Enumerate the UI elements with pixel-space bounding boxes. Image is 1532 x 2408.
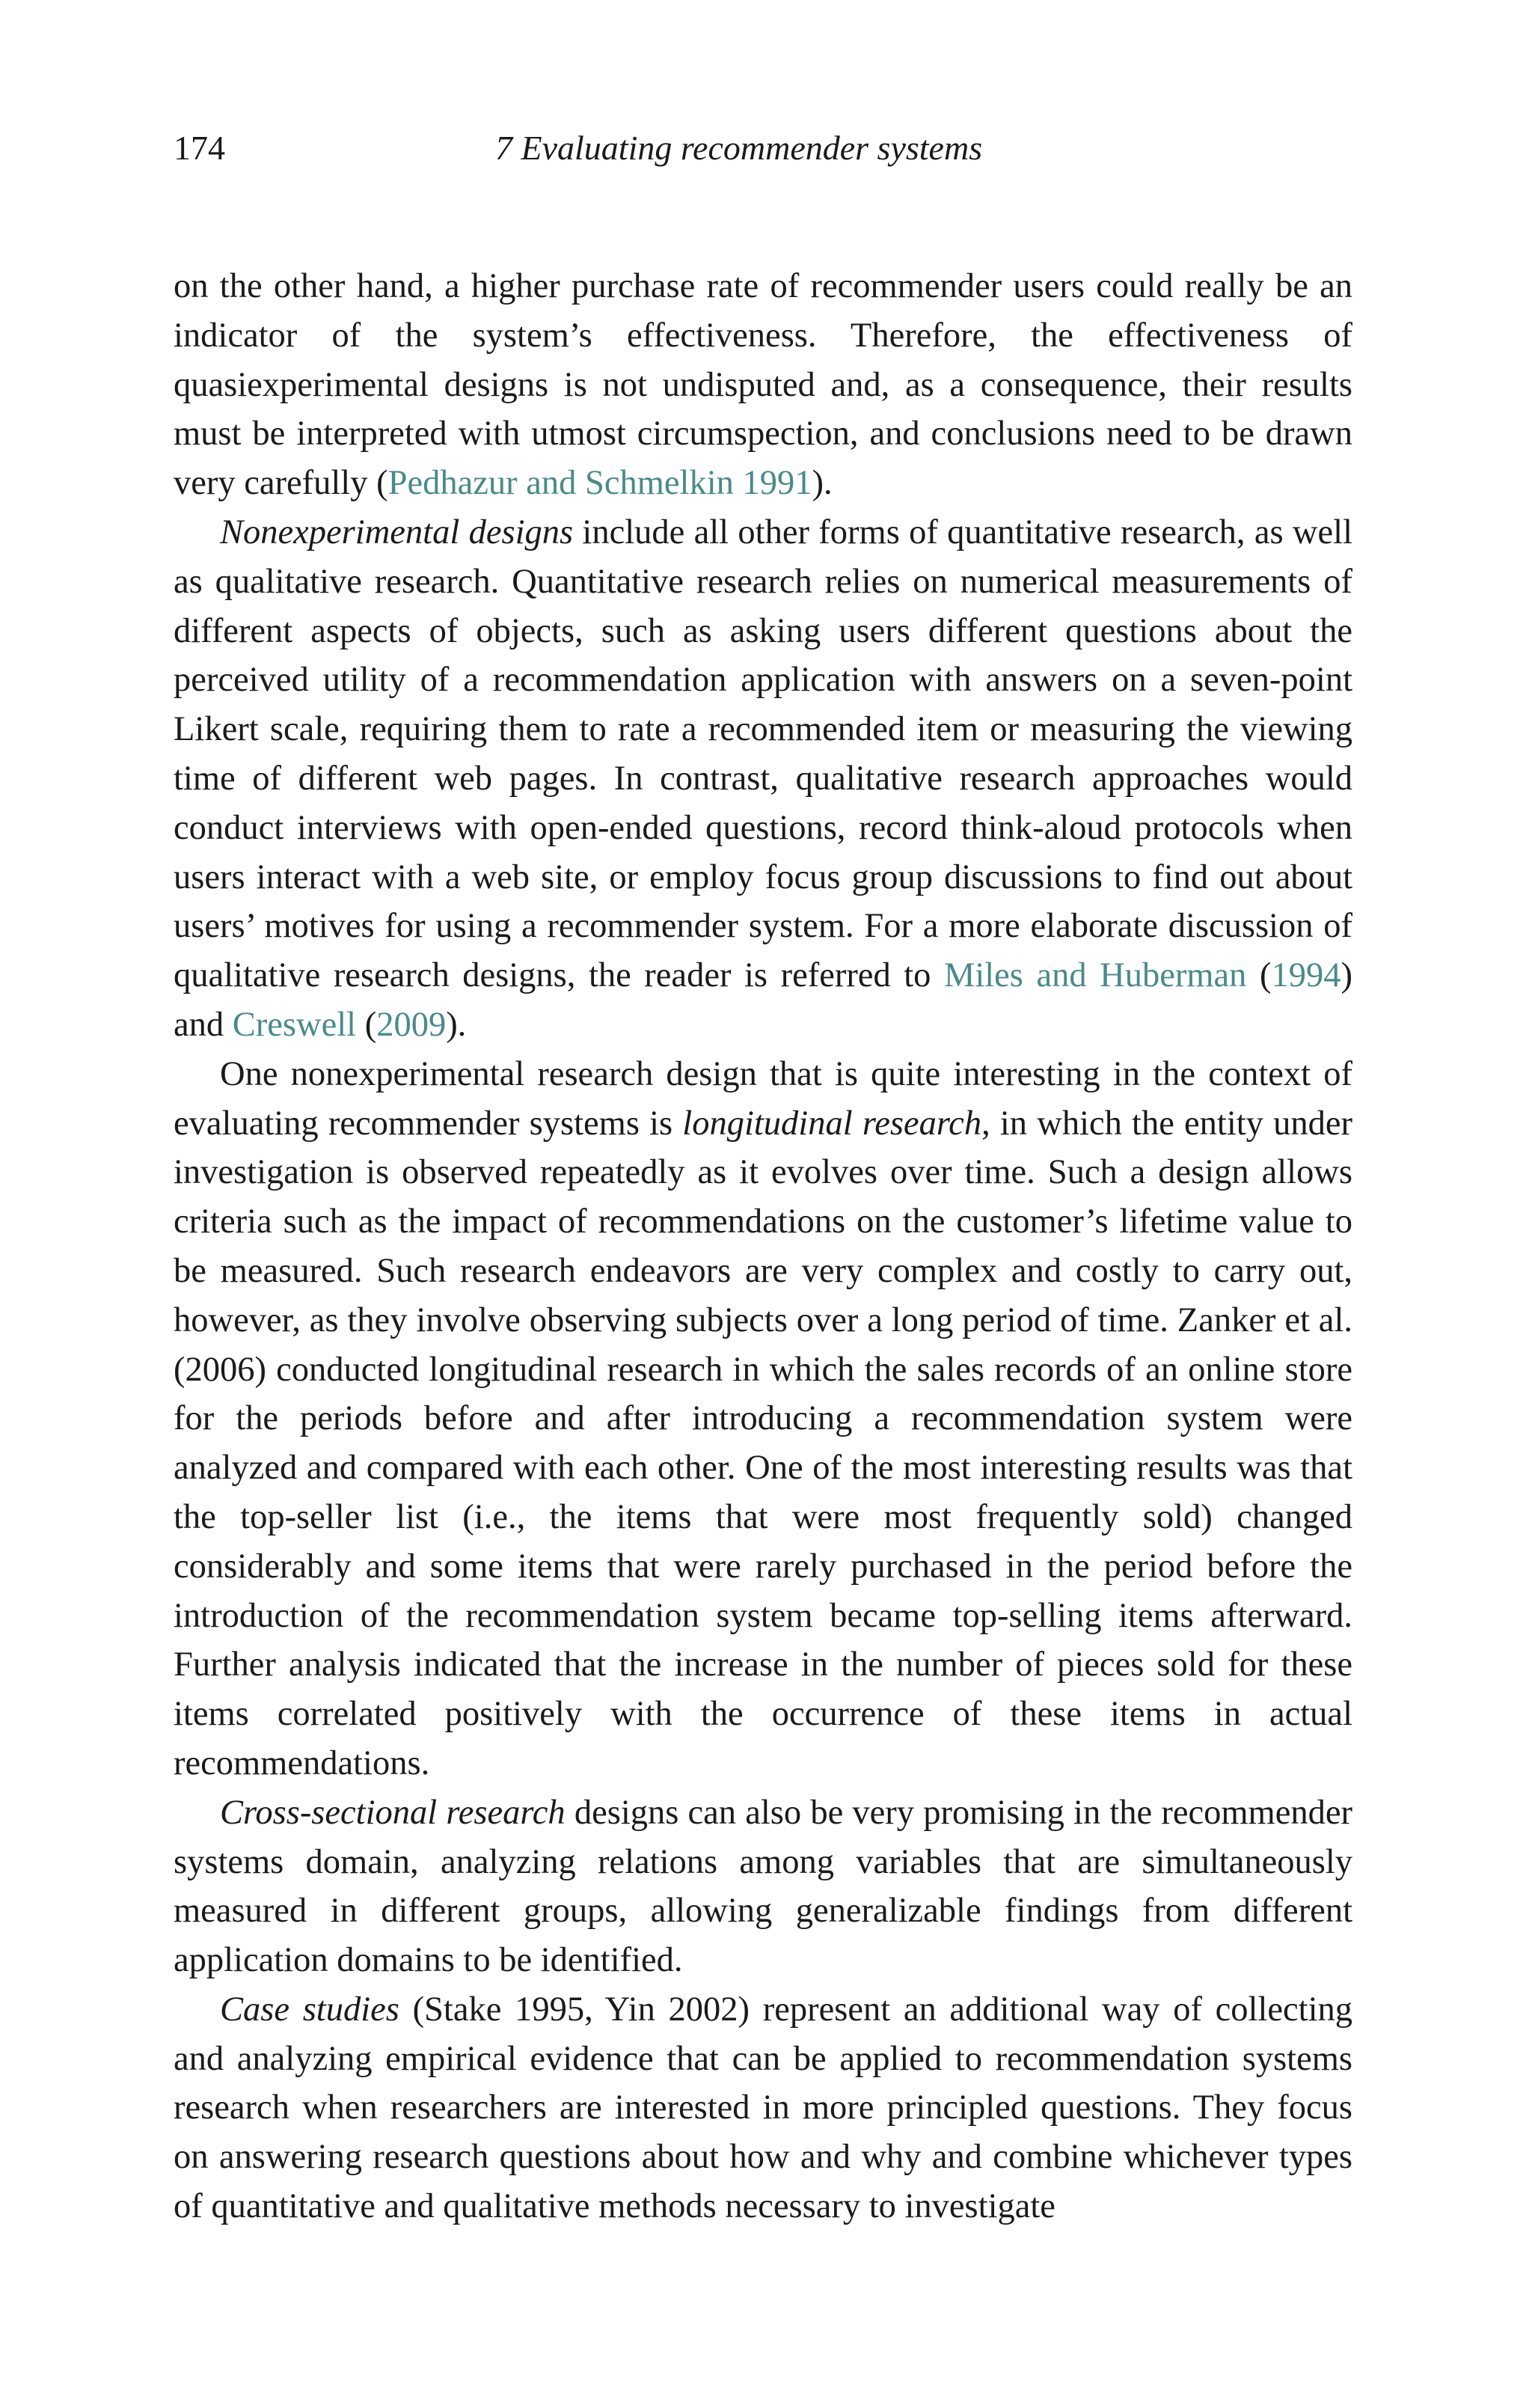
paragraph-text: , in which the entity under investigation is observed repeatedly as it evolves over time. Such a design allows criteria such as the impact of recommendations on the customer’s lifetime value to be measured. Such research endeavors are very complex and costly to carry out, however, as they involve observing subjects over a long period of time. Zanker et al. (2006) conducted longitudinal research in which the sales records of an online store for the periods before and after introducing a recommendation system were analyzed and compared with each other. One of the most interesting results was that the top-seller list (i.e., the items that were most frequently sold) changed considerably and some items that were rarely purchased in the period before the introduction of the recommendation system became top-selling items afterward. Further analysis indicated that the increase in the number of pieces sold for these items correlated positively with the occurrence of these items in actual recommendations. xyxy=(174,1104,1352,1782)
paragraph-text: One nonexperimental research design that is quite interesting in the context of evaluating recommender systems is xyxy=(174,1054,1352,1143)
citation-link[interactable]: 2009 xyxy=(376,1005,447,1044)
paragraph-2 xyxy=(174,508,1352,1050)
paragraph-text: ) and xyxy=(174,956,1352,1044)
paragraph-text: ( xyxy=(356,1005,377,1044)
running-head xyxy=(174,126,1352,171)
paragraph-5 xyxy=(174,1985,1352,2231)
paragraph-text: on the other hand, a higher purchase rate of recommender users could really be an indicator of the system’s effectiveness. Therefore, the effectiveness of quasiexperimental designs is not undisputed and, as a consequence, their results must be interpreted with utmost circumspection, and conclusions need to be drawn very carefully ( xyxy=(174,267,1352,503)
page-number: 174 xyxy=(174,129,225,167)
citation-link[interactable]: Miles and Huberman xyxy=(943,956,1247,995)
term-italic: Case studies xyxy=(220,1990,399,2029)
paragraph-text: include all other forms of quantitative research, as well as qualitative research. Quantitative research relies on numerical measurements of different aspects of objects, such as asking users different questions about the perceived utility of a recommendation application with answers on a seven-point Likert scale, requiring them to rate a recommended item or measuring the viewing time of different web pages. In contrast, qualitative research approaches would conduct interviews with open-ended questions, record think-aloud protocols when users interact with a web site, or employ focus group discussions to find out about users’ motives for using a recommender system. For a more elaborate discussion of qualitative research designs, the reader is referred to xyxy=(174,513,1352,995)
paragraph-text: designs can also be very promising in the recommender systems domain, analyzing relations among variables that are simultaneously measured in different groups, allowing generalizable findings from different application domains to be identified. xyxy=(174,1793,1352,1980)
citation-link[interactable]: Pedhazur and Schmelkin 1991 xyxy=(387,464,812,503)
citation-link[interactable]: 1994 xyxy=(1271,956,1341,995)
paragraph-text: (Stake 1995, Yin 2002) represent an additional way of collecting and analyzing empirical evidence that can be applied to recommendation systems research when researchers are interested in more principled questions. They focus on answering research questions about how and why and combine whichever types of quantitative and qualitative methods necessary to investigate xyxy=(174,1990,1353,2226)
paragraph-4 xyxy=(174,1788,1352,1985)
paragraph-1 xyxy=(174,262,1352,508)
chapter-title: 7 Evaluating recommender systems xyxy=(495,129,983,167)
paragraph-text: ). xyxy=(446,1005,467,1044)
citation-link[interactable]: Creswell xyxy=(232,1005,357,1044)
term-italic: longitudinal research xyxy=(682,1104,982,1143)
body-text xyxy=(174,262,1352,2231)
paragraph-3 xyxy=(174,1050,1352,1788)
term-italic: Nonexperimental designs xyxy=(220,513,574,551)
term-italic: Cross-sectional research xyxy=(220,1793,566,1832)
paragraph-text: ). xyxy=(812,464,833,503)
paragraph-text: ( xyxy=(1246,956,1272,995)
